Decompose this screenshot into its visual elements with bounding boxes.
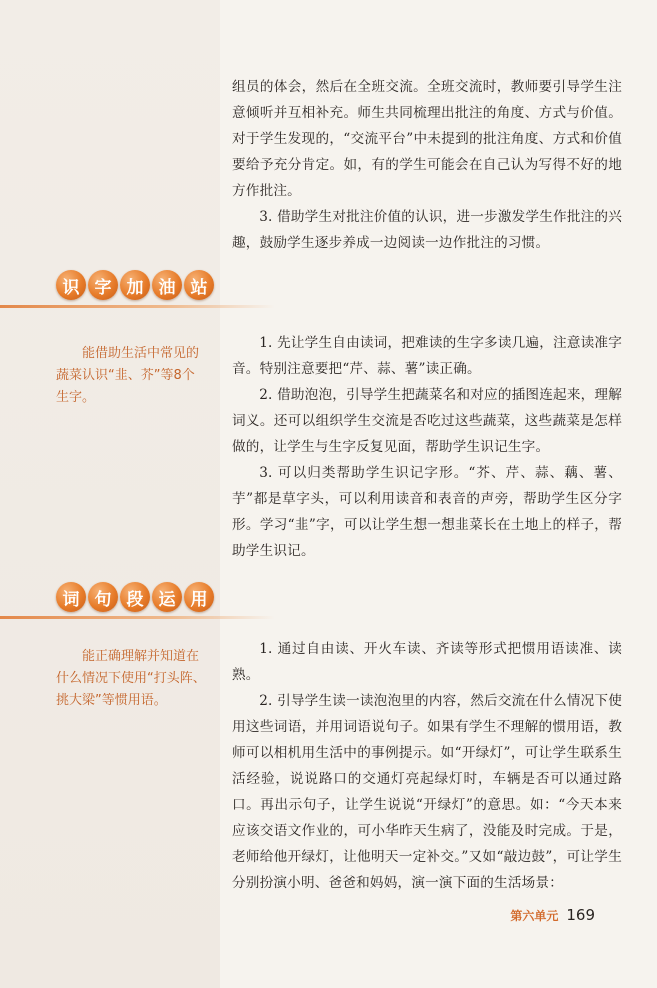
paragraph: 1. 通过自由读、开火车读、齐读等形式把惯用语读准、读熟。 (232, 641, 622, 683)
page-footer (510, 906, 595, 924)
paragraph: 3. 借助学生对批注价值的认识，进一步激发学生作批注的兴趣，鼓励学生逐步养成一边阅读一边作批注的习惯。 (232, 209, 622, 251)
margin-column (0, 0, 220, 988)
objective-text: 能借助生活中常见的蔬菜认识“韭、芥”等8个生字。 (56, 346, 200, 405)
paragraph: 2. 借助泡泡，引导学生把蔬菜名和对应的插图连起来，理解词义。还可以组织学生交流是否吃过这些蔬菜，这些蔬菜是怎样做的，让学生与生字反复见面，帮助学生识记生字。 (232, 387, 622, 455)
section-title-badges (56, 582, 214, 612)
paragraph: 2. 引导学生读一读泡泡里的内容，然后交流在什么情况下使用这些词语，并用词语说句子。如果有学生不理解的惯用语，教师可以相机用生活中的事例提示。如“开绿灯”，可让学生联系生活经验，说说路口的交通灯亮起绿灯时，车辆是否可以通过路口。再出示句子，让学生说说“开绿灯”的意思。如：“今天本来应该交语文作业的，可小华昨天生病了，没能及时完成。于是，老师给他开绿灯，让他明天一定补交。”又如“敲边鼓”，可让学生分别扮演小明、爸爸和妈妈，演一演下面的生活场景： (232, 693, 622, 891)
section-divider (0, 305, 275, 308)
objective-note (56, 343, 206, 409)
title-badge: 油 (152, 270, 182, 300)
section2-body (232, 636, 622, 896)
title-badge: 词 (56, 582, 86, 612)
title-badge: 句 (88, 582, 118, 612)
title-badge: 识 (56, 270, 86, 300)
title-badge: 运 (152, 582, 182, 612)
unit-label: 第六单元 (510, 909, 559, 923)
section1-body (232, 330, 622, 564)
top-text-block (232, 74, 622, 256)
objective-text: 能正确理解并知道在什么情况下使用“打头阵、挑大梁”等惯用语。 (56, 649, 206, 708)
title-badge: 加 (120, 270, 150, 300)
title-badge: 用 (184, 582, 214, 612)
title-badge: 字 (88, 270, 118, 300)
objective-note (56, 646, 206, 712)
title-badge: 站 (184, 270, 214, 300)
section-title-badges (56, 270, 214, 300)
title-badge: 段 (120, 582, 150, 612)
page-number: 169 (566, 906, 595, 924)
paragraph: 3. 可以归类帮助学生识记字形。“芥、芹、蒜、藕、薯、芋”都是草字头，可以利用读音和表音的声旁，帮助学生区分字形。学习“韭”字，可以让学生想一想韭菜长在土地上的样子，帮助学生识记。 (232, 465, 622, 559)
section-divider (0, 616, 275, 619)
paragraph: 1. 先让学生自由读词，把难读的生字多读几遍，注意读准字音。特别注意要把“芹、蒜、薯”读正确。 (232, 335, 622, 377)
paragraph: 组员的体会，然后在全班交流。全班交流时，教师要引导学生注意倾听并互相补充。师生共同梳理出批注的角度、方式与价值。对于学生发现的，“交流平台”中未提到的批注角度、方式和价值要给予充分肯定。如，有的学生可能会在自己认为写得不好的地方作批注。 (232, 79, 622, 199)
